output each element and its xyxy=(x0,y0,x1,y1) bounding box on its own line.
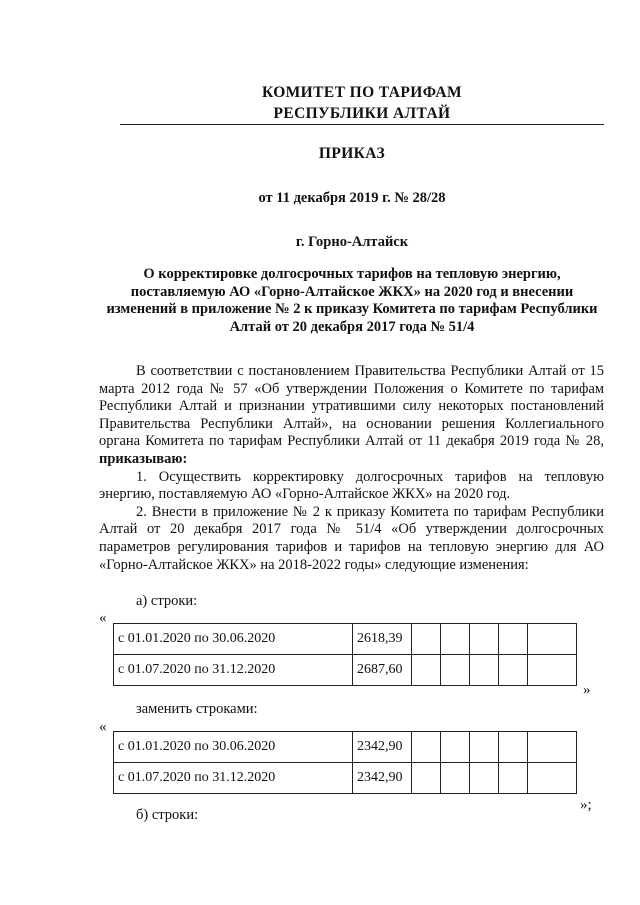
empty-cell xyxy=(528,624,577,655)
sub-b-label: б) строки: xyxy=(136,807,199,823)
period-cell: с 01.01.2020 по 30.06.2020 xyxy=(114,732,353,763)
document-title: О корректировке долгосрочных тарифов на тепловую энергию, поставляемую АО «Горно-Алтайское ЖКХ» на 2020 год и внесении изменений в приложение № 2 к приказу Комитета по тарифам Республики Алтай от 20 декабря 2017 года № 51/4 xyxy=(106,266,598,335)
open-quote-new: « xyxy=(99,719,107,735)
committee-name-line2: РЕСПУБЛИКИ АЛТАЙ xyxy=(273,105,451,122)
value-cell: 2342,90 xyxy=(353,732,412,763)
empty-cell xyxy=(470,763,499,794)
empty-cell xyxy=(499,732,528,763)
empty-cell xyxy=(470,732,499,763)
empty-cell xyxy=(441,732,470,763)
document-date-number: от 11 декабря 2019 г. № 28/28 xyxy=(258,190,446,206)
preamble-text: В соответствии с постановлением Правительства Республики Алтай от 15 марта 2012 года № 57 «Об утверждении Положения о Комитете по тарифам Республики Алтай и признании утратившими силу некоторых постановлений Правительства Республики Алтай», на основании решения Коллегиального органа Комитета по тарифам Республики Алтай от 11 декабря 2019 года № 28, xyxy=(99,363,604,450)
header-divider xyxy=(120,124,604,125)
period-cell: с 01.07.2020 по 31.12.2020 xyxy=(114,655,353,686)
empty-cell xyxy=(441,655,470,686)
item-1-paragraph: 1. Осуществить корректировку долгосрочных тарифов на тепловую энергию, поставляемую АО «Горно-Алтайское ЖКХ» на 2020 год. xyxy=(99,468,604,503)
document-city: г. Горно-Алтайск xyxy=(295,234,409,250)
period-cell: с 01.07.2020 по 31.12.2020 xyxy=(114,763,353,794)
table-new-rows xyxy=(113,731,577,794)
empty-cell xyxy=(499,624,528,655)
table-row xyxy=(114,655,577,686)
empty-cell xyxy=(412,624,441,655)
empty-cell xyxy=(499,763,528,794)
table-row xyxy=(114,624,577,655)
value-cell: 2342,90 xyxy=(353,763,412,794)
open-quote-old: « xyxy=(99,610,107,626)
table-row xyxy=(114,732,577,763)
value-cell: 2687,60 xyxy=(353,655,412,686)
empty-cell xyxy=(528,732,577,763)
empty-cell xyxy=(470,624,499,655)
period-cell: с 01.01.2020 по 30.06.2020 xyxy=(114,624,353,655)
replace-label: заменить строками: xyxy=(136,701,258,717)
empty-cell xyxy=(528,655,577,686)
empty-cell xyxy=(441,763,470,794)
empty-cell xyxy=(470,655,499,686)
empty-cell xyxy=(412,732,441,763)
close-quote-new: »; xyxy=(580,797,592,813)
sub-a-label: а) строки: xyxy=(136,593,198,609)
empty-cell xyxy=(412,763,441,794)
committee-name-line1: КОМИТЕТ ПО ТАРИФАМ xyxy=(261,84,463,101)
document-body xyxy=(99,363,604,574)
empty-cell xyxy=(499,655,528,686)
document-type: ПРИКАЗ xyxy=(318,145,386,162)
close-quote-old: » xyxy=(583,682,591,698)
table-row xyxy=(114,763,577,794)
item-2-paragraph: 2. Внести в приложение № 2 к приказу Комитета по тарифам Республики Алтай от 20 декабря 2017 года № 51/4 «Об утверждении долгосрочных параметров регулирования тарифов и тарифов на тепловую энергию для АО «Горно-Алтайское ЖКХ» на 2018-2022 годы» следующие изменения: xyxy=(99,503,604,573)
order-keyword: приказываю: xyxy=(99,450,188,467)
preamble-paragraph xyxy=(99,363,604,469)
empty-cell xyxy=(441,624,470,655)
empty-cell xyxy=(528,763,577,794)
empty-cell xyxy=(412,655,441,686)
value-cell: 2618,39 xyxy=(353,624,412,655)
table-old-rows xyxy=(113,623,577,686)
